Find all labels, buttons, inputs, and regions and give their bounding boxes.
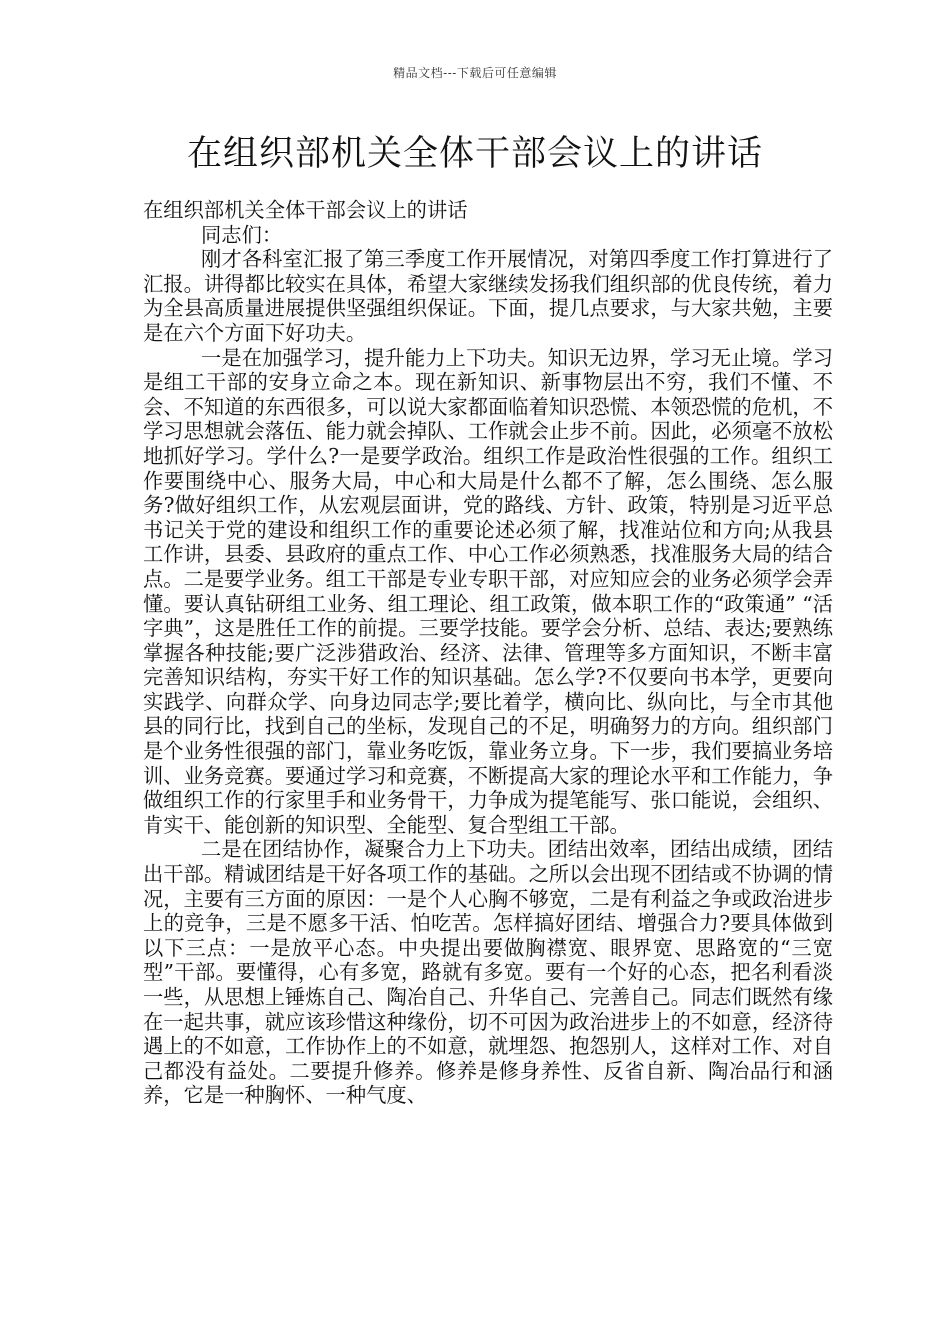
document-subtitle: 在组织部机关全体干部会议上的讲话 <box>143 198 468 222</box>
document-title: 在组织部机关全体干部会议上的讲话 <box>186 134 763 174</box>
salutation: 同志们： <box>201 222 283 247</box>
document-body <box>143 198 833 1108</box>
paragraph-point-two: 二是在团结协作，凝聚合力上下功夫。团结出效率，团结出成绩，团结出干部。精诚团结是干好各项工作的基础。之所以会出现不团结或不协调的情况，主要有三方面的原因：一是个人心胸不够宽，二是有利益之争或政治进步上的竞争，三是不愿多干活、怕吃苦。怎样搞好团结、增强合力?要具体做到以下三点：一是放平心态。中央提出要做胸襟宽、眼界宽、思路宽的“三宽型”干部。要懂得，心有多宽，路就有多宽。要有一个好的心态，把名利看淡一些，从思想上锤炼自己、陶冶自己、升华自己、完善自己。同志们既然有缘在一起共事，就应该珍惜这种缘份，切不可因为政治进步上的不如意，经济待遇上的不如意，工作协作上的不如意，就埋怨、抱怨别人，这样对工作、对自己都没有益处。二要提升修养。修养是修身养性、反省自新、陶冶品行和涵养，它是一种胸怀、一种气度、 <box>143 837 833 1108</box>
paragraph-point-one: 一是在加强学习，提升能力上下功夫。知识无边界，学习无止境。学习是组工干部的安身立命之本。现在新知识、新事物层出不穷，我们不懂、不会、不知道的东西很多，可以说大家都面临着知识恐慌、本领恐慌的危机，不学习思想就会落伍、能力就会掉队、工作就会止步不前。因此，必须毫不放松地抓好学习。学什么?一是要学政治。组织工作是政治性很强的工作。组织工作要围绕中心、服务大局，中心和大局是什么都不了解，怎么围绕、怎么服务?做好组织工作，从宏观层面讲，党的路线、方针、政策，特别是习近平总书记关于党的建设和组织工作的重要论述必须了解，找准站位和方向;从我县工作讲，县委、县政府的重点工作、中心工作必须熟悉，找准服务大局的结合点。二是要学业务。组工干部是专业专职干部，对应知应会的业务必须学会弄懂。要认真钻研组工业务、组工理论、组工政策，做本职工作的“政策通” “活字典”，这是胜任工作的前提。三要学技能。要学会分析、总结、表达;要熟练掌握各种技能;要广泛涉猎政治、经济、法律、管理等多方面知识，不断丰富完善知识结构，夯实干好工作的知识基础。怎么学?不仅要向书本学，更要向实践学、向群众学、向身边同志学;要比着学，横向比、纵向比，与全市其他县的同行比，找到自己的坐标，发现自己的不足，明确努力的方向。组织部门是个业务性很强的部门，靠业务吃饭，靠业务立身。下一步，我们要搞业务培训、业务竞赛。要通过学习和竞赛，不断提高大家的理论水平和工作能力，争做组织工作的行家里手和业务骨干，力争成为提笔能写、张口能说，会组织、肯实干、能创新的知识型、全能型、复合型组工干部。 <box>143 345 833 837</box>
header-note: 精品文档---下载后可任意编辑 <box>393 66 557 80</box>
paragraph-intro: 刚才各科室汇报了第三季度工作开展情况，对第四季度工作打算进行了汇报。讲得都比较实在具体，希望大家继续发扬我们组织部的优良传统，着力为全县高质量进展提供坚强组织保证。下面，提几点要求，与大家共勉，主要是在六个方面下好功夫。 <box>143 247 833 345</box>
